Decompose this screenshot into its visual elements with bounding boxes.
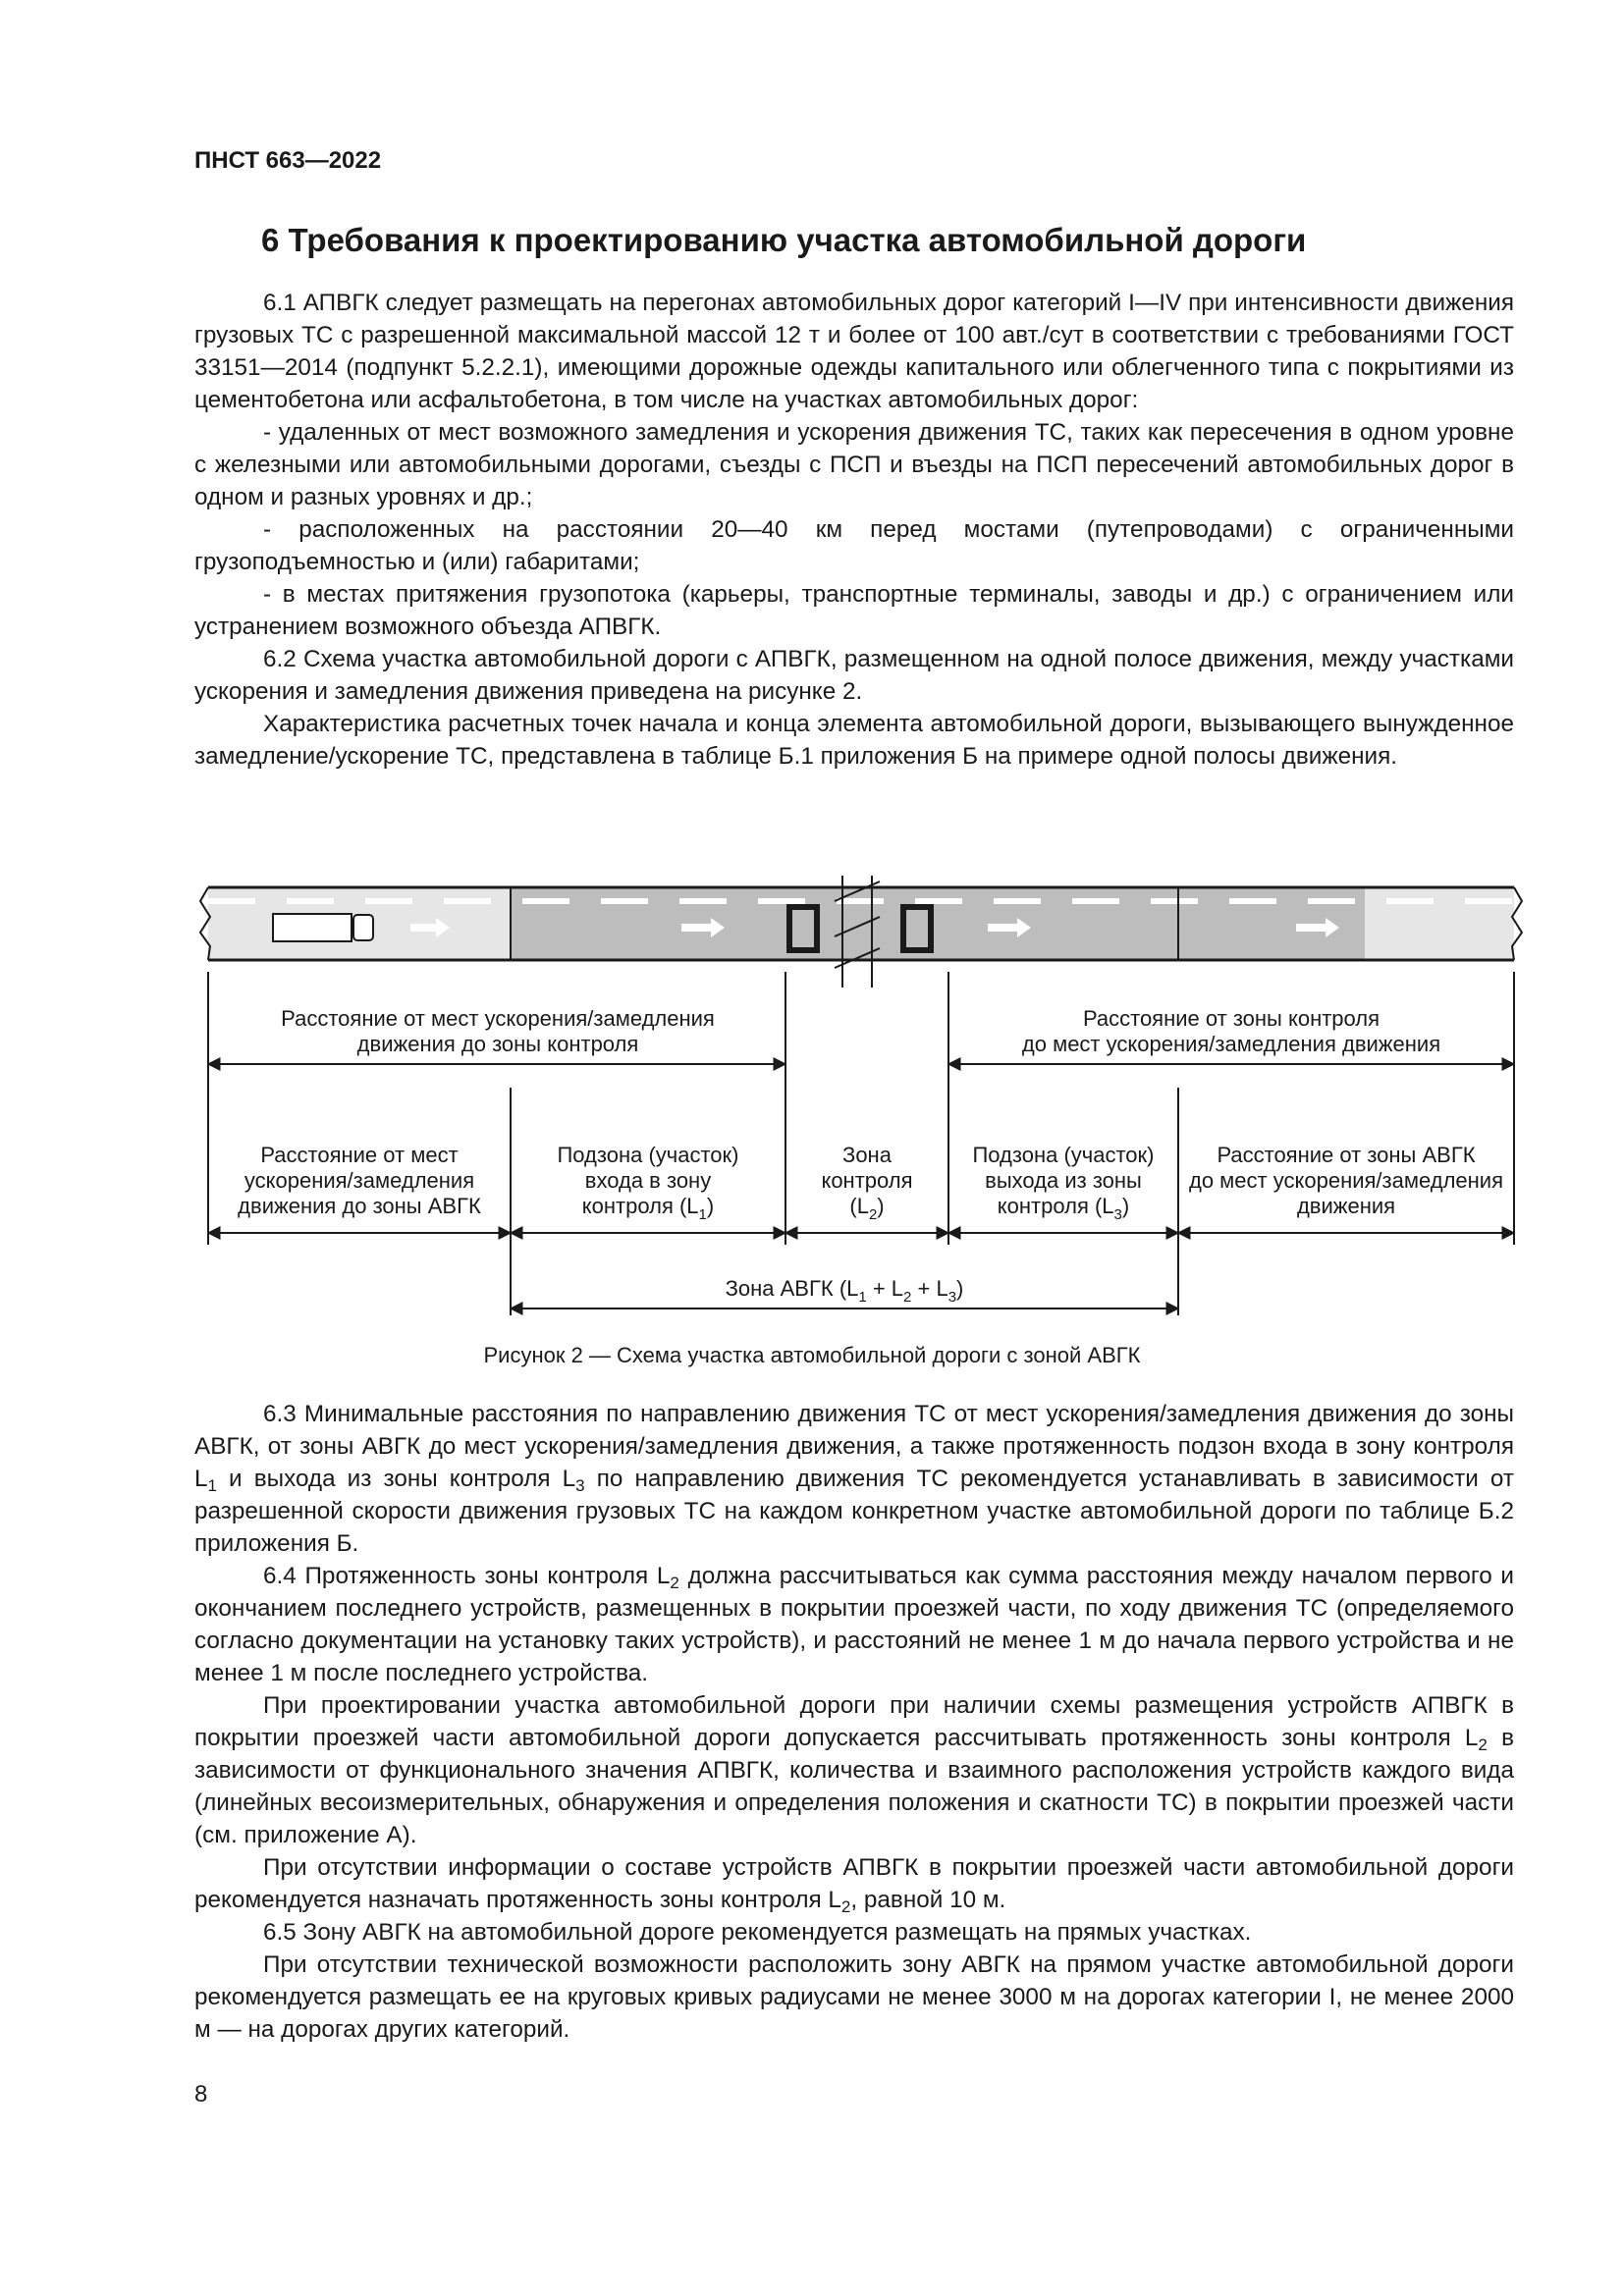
figure-2-road-scheme [187,874,1532,1345]
paragraph-6-4-design: При проектировании участка автомобильной дороги при наличии схемы размещения устройств АПВГК в покрытии проезжей части автомобильной дороги допускается рассчитывать протяженность зоны контроля $L_2$ в зависимости от функционального значения АПВГК, количества и взаимного расположения устройств каждого вида (линейных весоизмерительных, обнаружения и определения положения и скатности ТС) в покрытии проезжей части (см. приложение А). [194,1692,1514,1848]
document-code: ПНСТ 663—2022 [194,147,382,174]
label-col2-line1: Подзона (участок) [557,1143,739,1167]
label-col5-line1: Расстояние от зоны АВГК [1217,1143,1476,1167]
page-number: 8 [194,2081,208,2108]
paragraph-6-2: 6.2 Схема участка автомобильной дороги с АПВГК, размещенном на одной полосе движения, между участками ускорения и замедления движения приведена на рисунке 2. [194,646,1514,705]
label-col5-line3: движения [1296,1194,1396,1218]
section-title: 6 Требования к проектированию участка автомобильной дороги [261,222,1307,258]
section-6-1 [194,287,1514,773]
paragraph-6-5: 6.5 Зону АВГК на автомобильной дороге рекомендуется размещать на прямых участках. [263,1919,1252,1946]
label-accel-to-zone-1: Расстояние от мест ускорения/замедления [281,1006,715,1031]
paragraph-6-5-curves: При отсутствии технической возможности расположить зону АВГК на прямом участке автомобильной дороги рекомендуется размещать ее на круговых кривых радиусами не менее 3000 м на дорогах категории I, не менее 2000 м — на дорогах других категорий. [194,1951,1514,2043]
truck-icon [273,914,373,941]
paragraph-6-4: 6.4 Протяженность зоны контроля $L_2$ должна рассчитываться как сумма расстояния между началом первого и окончанием последнего устройств, размещенных в покрытии проезжей части, по ходу движения ТС (определяемого согласно документации на установку таких устройств), и расстояний не менее 1 м до начала первого устройства и не менее 1 м после последнего устройства. [194,1563,1514,1686]
label-zone-to-accel-2: до мест ускорения/замедления движения [1021,1032,1441,1056]
label-col3-line3: $(L_2)$ [849,1194,885,1223]
label-col2-line2: входа в зону [584,1168,712,1193]
paragraph-6-2-cont: Характеристика расчетных точек начала и конца элемента автомобильной дороги, вызывающего вынужденное замедление/ускорение ТС, представлена в таблице Б.1 приложения Б на примере одной полосы движения. [194,711,1514,770]
label-col4-line2: выхода из зоны [985,1168,1142,1193]
list-item: - в местах притяжения грузопотока (карьеры, транспортные терминалы, заводы и др.) с ограничением или устранением возможного объезда АПВГК. [194,581,1514,640]
paragraph-6-4-no-info: При отсутствии информации о составе устройств АПВГК в покрытии проезжей части автомобильной дороги рекомендуется назначать протяженность зоны контроля $L_2$, равной 10 м. [194,1854,1514,1916]
list-item: - удаленных от мест возможного замедления и ускорения движения ТС, таких как пересечения в одном уровне с железными или автомобильными дорогами, съезды с ПСП и въезды на ПСП пересечений автомобильных дорог в одном и разных уровнях и др.; [194,419,1514,510]
label-col1-line1: Расстояние от мест [260,1143,459,1167]
label-col4-line3: контроля $(L_3)$ [997,1194,1130,1223]
paragraph-6-3: 6.3 Минимальные расстояния по направлению движения ТС от мест ускорения/замедления движения до зоны АВГК, от зоны АВГК до мест ускорения/замедления движения, а также протяженность подзон входа в зону контроля $L_1$ и выхода из зоны контроля $L_3$ по направлению движения ТС рекомендуется устанавливать в зависимости от разрешенной скорости движения грузовых ТС на каждом конкретном участке автомобильной дороги по таблице Б.2 приложения Б. [194,1401,1515,1557]
label-col1-line3: движения до зоны АВГК [238,1194,481,1218]
label-col1-line2: ускорения/замедления [244,1168,475,1193]
figure-caption: Рисунок 2 — Схема участка автомобильной дороги с зоной АВГК [483,1343,1141,1367]
list-item: - расположенных на расстоянии 20—40 км перед мостами (путепроводами) с ограниченными грузоподъемностью и (или) габаритами; [194,516,1514,575]
label-col5-line2: до мест ускорения/замедления [1189,1168,1503,1193]
label-col3-line1: Зона [842,1143,892,1167]
label-col2-line3: контроля $(L_1)$ [581,1194,715,1223]
paragraph-6-1: 6.1 АПВГК следует размещать на перегонах автомобильных дорог категорий I—IV при интенсивности движения грузовых ТС с разрешенной максимальной массой 12 т и более от 100 авт./сут в соответствии с требованиями ГОСТ 33151—2014 (подпункт 5.2.2.1), имеющими дорожные одежды капитального или облегченного типа с покрытиями из цементобетона или асфальтобетона, в том числе на участках автомобильных дорог: [194,290,1514,413]
label-accel-to-zone-2: движения до зоны контроля [356,1032,639,1056]
section-6-3-to-6-5 [194,1398,1514,2046]
label-col4-line1: Подзона (участок) [972,1143,1155,1167]
label-zone-to-accel-1: Расстояние от зоны контроля [1082,1006,1380,1031]
label-avgk-zone-total: Зона АВГК $(L_1 + L_2 + L_3)$ [725,1276,964,1306]
label-col3-line2: контроля [821,1168,913,1193]
